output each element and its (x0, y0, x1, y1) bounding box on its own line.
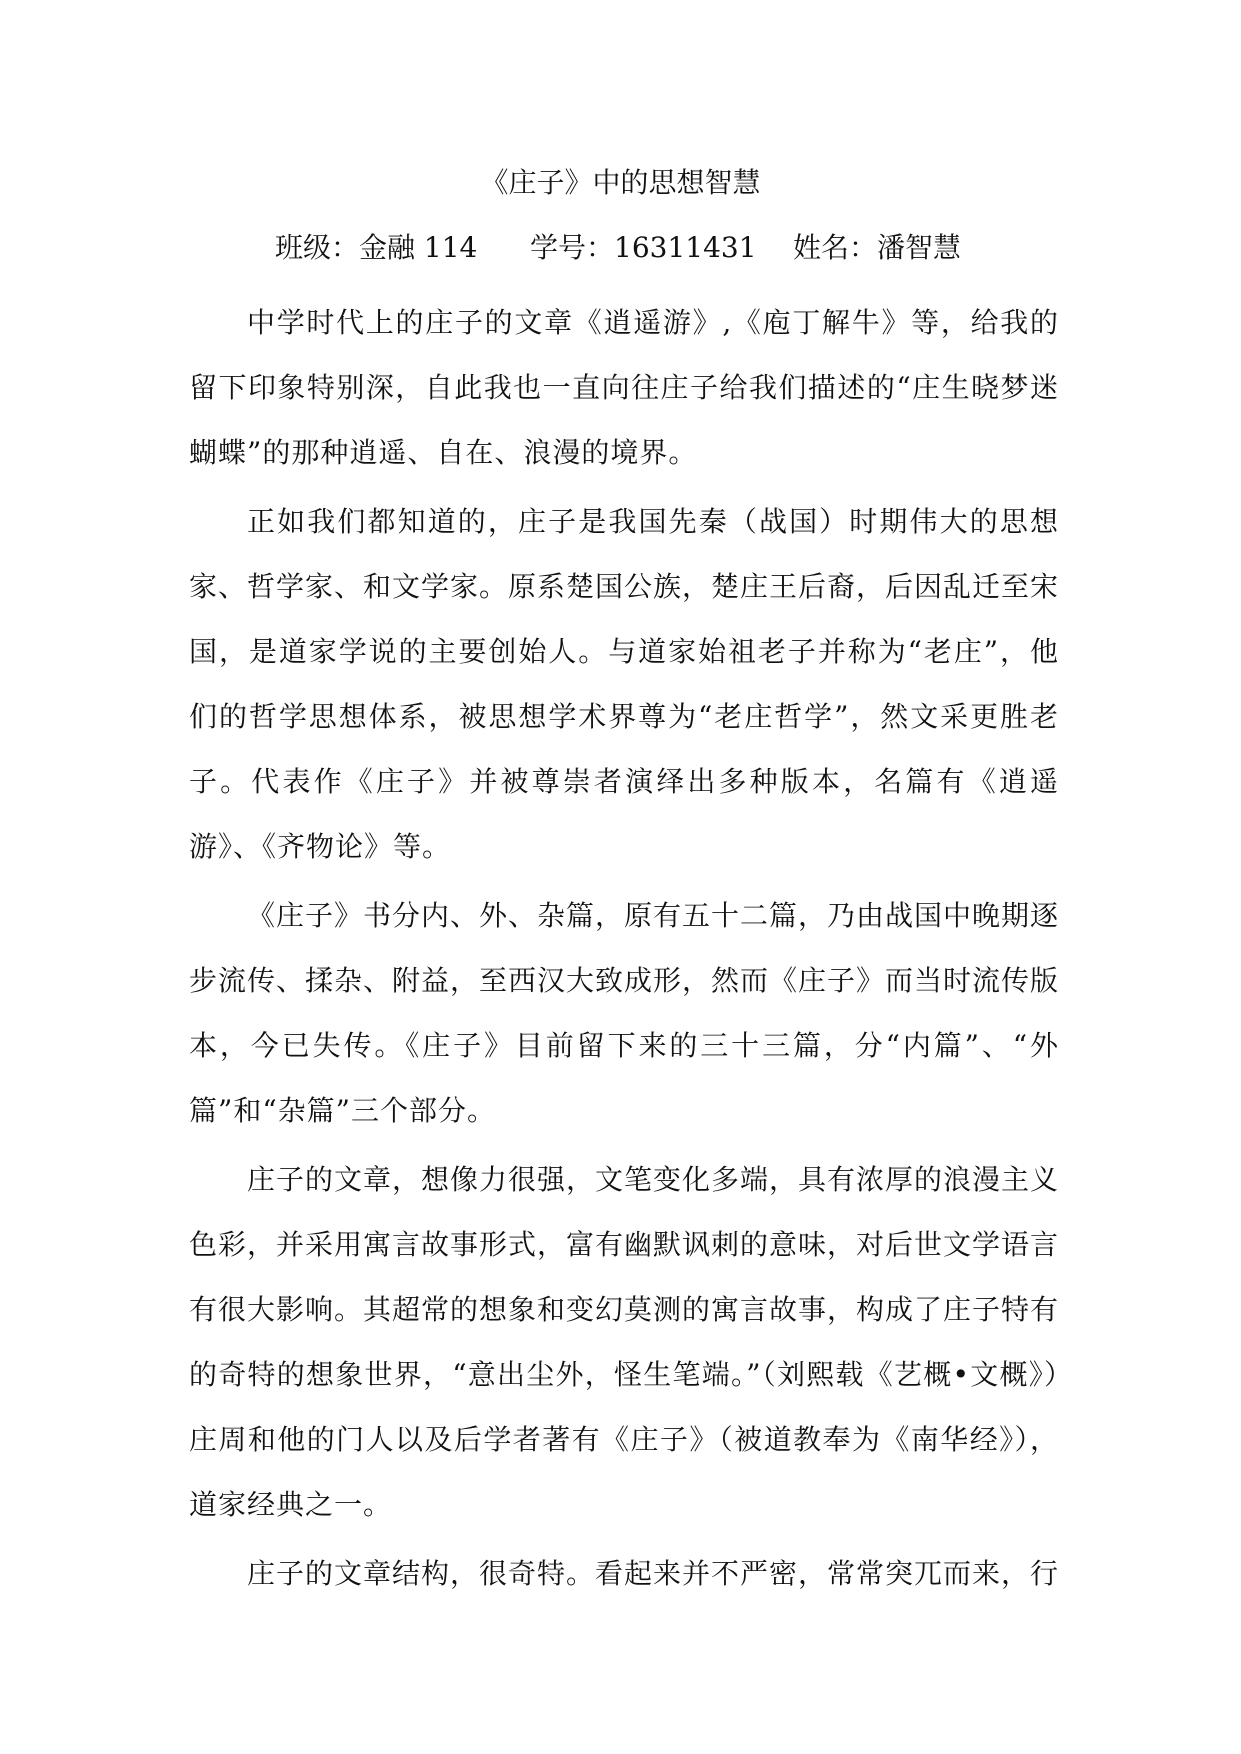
paragraph: 正如我们都知道的，庄子是我国先秦（战国）时期伟大的思想家、哲学家、和文学家。原系楚国公族，楚庄王后裔，后因乱迁至宋国，是道家学说的主要创始人。与道家始祖老子并称为“老庄”，他们的哲学思想体系，被思想学术界尊为“老庄哲学”，然文采更胜老子。代表作《庄子》并被尊崇者演绎出多种版本，名篇有《逍遥游》、《齐物论》等。 (189, 505, 1060, 863)
student-name-field: 姓名：潘智慧 (793, 231, 962, 264)
student-id-field: 学号：16311431 (530, 231, 757, 264)
class-field: 班级：金融 114 (275, 231, 478, 264)
paragraph: 庄子的文章结构，很奇特。看起来并不严密，常常突兀而来，行 (247, 1557, 1060, 1590)
paragraph: 中学时代上的庄子的文章《逍遥游》,《庖丁解牛》等，给我的留下印象特别深，自此我也一直向往庄子给我们描述的“庄生晓梦迷蝴蝶”的那种逍遥、自在、浪漫的境界。 (189, 306, 1059, 469)
student-info-line (0, 228, 1241, 268)
paragraph: 《庄子》书分内、外、杂篇，原有五十二篇，乃由战国中晚期逐步流传、揉杂、附益，至西汉大致成形，然而《庄子》而当时流传版本，今已失传。《庄子》目前留下来的三十三篇，分“内篇”、“外篇”和“杂篇”三个部分。 (189, 899, 1060, 1127)
document-body (189, 290, 1059, 1610)
document-title: 《庄子》中的思想智慧 (480, 166, 761, 199)
paragraph: 庄子的文章，想像力很强，文笔变化多端，具有浓厚的浪漫主义色彩，并采用寓言故事形式，富有幽默讽刺的意味，对后世文学语言有很大影响。其超常的想象和变幻莫测的寓言故事，构成了庄子特有的奇特的想象世界，“意出尘外，怪生笔端。”（刘熙载《艺概•文概》）庄周和他的门人以及后学者著有《庄子》（被道教奉为《南华经》），道家经典之一。 (189, 1163, 1060, 1521)
